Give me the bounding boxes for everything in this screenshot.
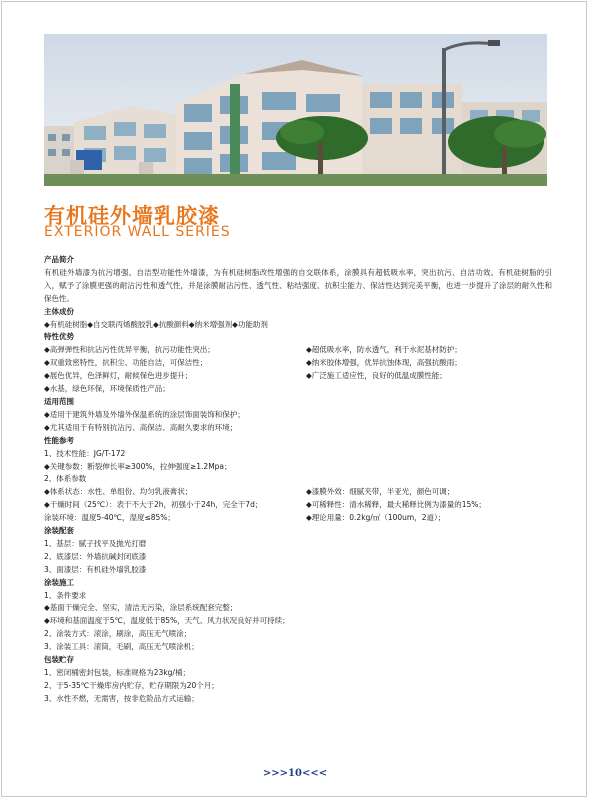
section-heading-storage: 包装贮存 bbox=[44, 655, 74, 665]
page-number: >>>10<<< bbox=[262, 768, 328, 779]
advantage-item: ◆展色优异，色泽鲜灯，耐候保色进步提升； bbox=[44, 371, 193, 381]
system-params-row bbox=[44, 486, 552, 499]
page-subtitle: EXTERIOR WALL SERIES bbox=[44, 224, 231, 240]
storage-item: 1、密闭桶密封包装，标准规格为23kg/桶； bbox=[44, 668, 190, 677]
advantages-row bbox=[44, 383, 552, 396]
performance-key-params: ◆关键参数：断裂伸长率≥300%，拉伸强度≥1.2Mpa； bbox=[44, 461, 232, 471]
advantage-item: ◆水基，绿色环保，环境保质性产品； bbox=[44, 384, 170, 394]
page-title: 有机硅外墙乳胶漆 bbox=[44, 204, 220, 228]
storage-item: 3、水性不燃，无需害，按非危险品方式运输； bbox=[44, 693, 199, 703]
advantage-item: ◆纳米胶体增强，优异抗蚀体现，高强抗酸雨； bbox=[306, 358, 462, 368]
system-params-row bbox=[44, 512, 552, 525]
advantages-row bbox=[44, 357, 552, 370]
performance-standard: 1、技术性能：JG/T-172 bbox=[44, 448, 126, 458]
construction-item: 1、条件要求 bbox=[44, 590, 87, 600]
section-heading-advantages: 特性优势 bbox=[44, 332, 74, 342]
advantage-item: ◆双重致密特性，抗积尘、功能自洁，可保洁性； bbox=[44, 358, 208, 368]
system-params-heading: 2、体系参数 bbox=[44, 474, 87, 484]
construction-item: ◆环境和基面温度于5℃，温度低于85%，天气、风力状况良好并可持续； bbox=[44, 616, 290, 626]
building-photo bbox=[44, 34, 547, 186]
construction-item: ◆基面干燥完全、坚实，清洁无污染，涂层系统配套完整； bbox=[44, 603, 238, 613]
advantages-row bbox=[44, 370, 552, 383]
advantage-item: ◆广泛施工适应性，良好的低温成膜性能； bbox=[306, 371, 447, 381]
storage-item: 2、于5-35℃干燥库房内贮存，贮存期限为20个月； bbox=[44, 680, 219, 690]
system-param: 涂装环境：温度5-40℃，湿度≤85%； bbox=[44, 513, 175, 523]
coating-item: 3、面漆层：有机硅外墙乳胶漆 bbox=[44, 564, 147, 574]
construction-item: 2、涂装方式：滚涂，刷涂，高压无气喷涂； bbox=[44, 629, 192, 639]
section-heading-coating: 涂装配套 bbox=[44, 526, 74, 536]
intro-paragraph: 有机硅外墙漆为抗污增强、自洁型功能性外墙漆，为有机硅树脂改性增强的自交联体系，涂膜具有超低吸水率，突出抗污、自洁功效。有机硅树脂的引入，赋予了涂膜更强的耐沾污性和透气性，并是涂膜耐沾污性、透气性、粘结强度、抗积尘能力、保洁性达到完美平衡，也进一步提升了涂层的耐久性和保色性。 bbox=[44, 267, 552, 303]
section-heading-scope: 适用范围 bbox=[44, 396, 74, 406]
advantage-item bbox=[306, 383, 552, 396]
construction-item: 3、涂装工具：滚筒，毛刷，高压无气喷涂机； bbox=[44, 642, 199, 652]
document-body bbox=[44, 254, 552, 706]
system-param: ◆漆膜外效：细腻夹带，半亚光，颜色可调； bbox=[306, 487, 455, 497]
advantage-item: ◆超低吸水率，防水透气，利于水泥基材防护； bbox=[306, 345, 462, 355]
scope-item: ◆适用于建筑外墙及外墙外保温系统的涂层饰面装饰和保护； bbox=[44, 409, 245, 419]
composition-text: ◆有机硅树脂◆自交联丙烯酸胶乳◆抗酸颜料◆纳米增强剂◆功能助剂 bbox=[44, 319, 268, 329]
section-heading-construction: 涂装施工 bbox=[44, 577, 74, 587]
system-param: ◆体系状态：水性、单组份、均匀乳液膏状； bbox=[44, 487, 193, 497]
system-params-row bbox=[44, 499, 552, 512]
system-param: ◆理论用量：0.2kg/㎡（100um，2道）； bbox=[306, 513, 446, 523]
coating-item: 2、底漆层：外墙抗碱封闭底漆 bbox=[44, 551, 147, 561]
system-param: ◆可稀释性：清水稀释，最大稀释比例为漆量的15%； bbox=[306, 500, 486, 510]
scope-item: ◆尤其适用于有特别抗沾污、高保洁、高耐久要求的环境； bbox=[44, 422, 238, 432]
advantage-item: ◆高弹弹性和抗沾污性优异平衡，抗污功能性突出； bbox=[44, 345, 215, 355]
section-heading-intro: 产品简介 bbox=[44, 255, 74, 264]
section-heading-performance: 性能参考 bbox=[44, 435, 74, 445]
section-heading-composition: 主体成份 bbox=[44, 306, 74, 316]
coating-item: 1、基层：腻子找平及抛光打磨 bbox=[44, 538, 147, 548]
system-param: ◆干燥时间（25℃）：表干不大于2h，初强小于24h，完全干7d； bbox=[44, 500, 263, 510]
advantages-row bbox=[44, 344, 552, 357]
